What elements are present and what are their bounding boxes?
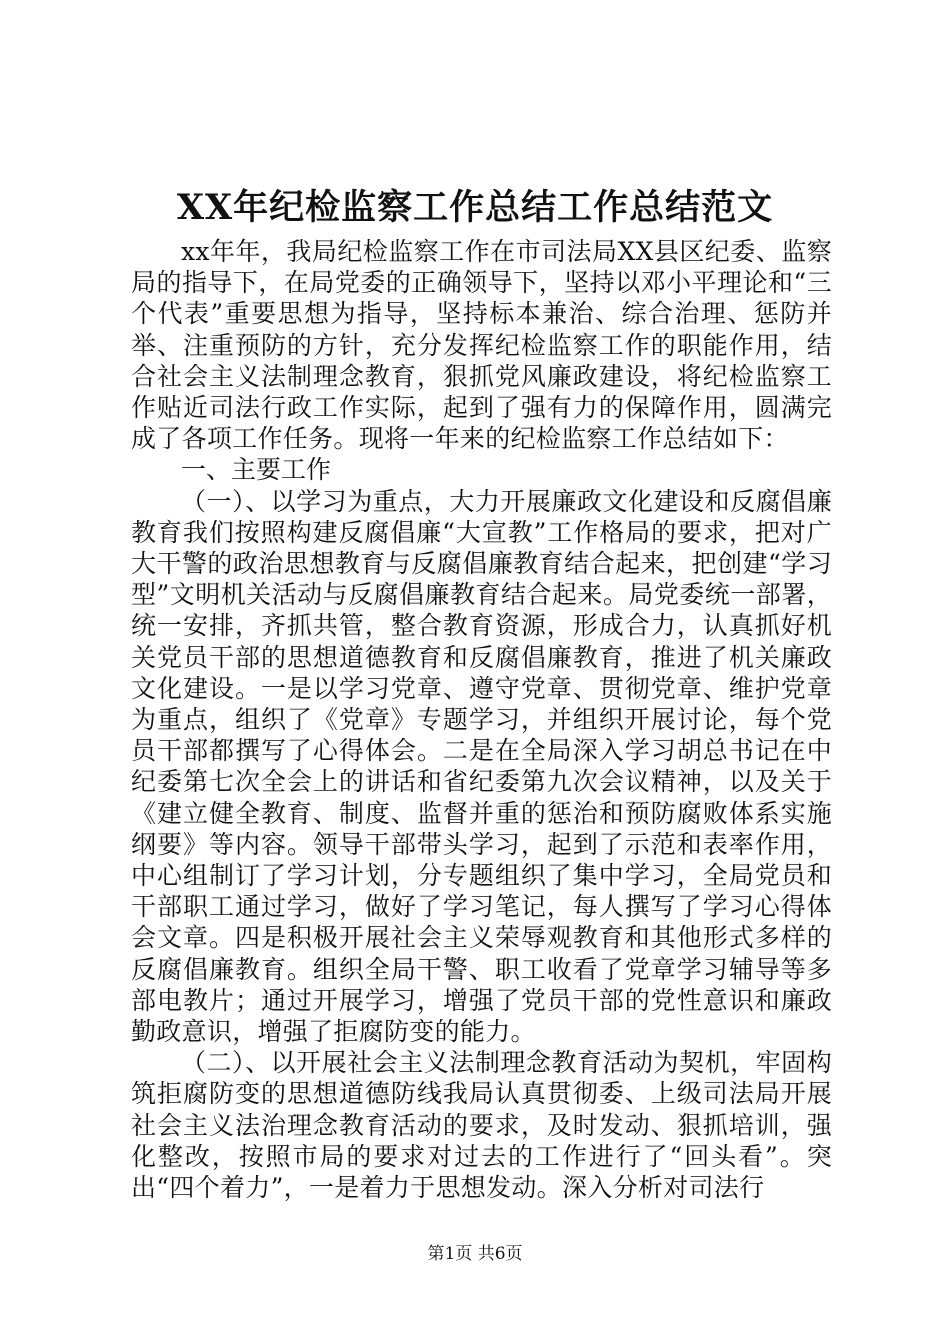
document-body: [131, 236, 832, 1203]
intro-paragraph: xx年年，我局纪检监察工作在市司法局XX县区纪委、监察局的指导下，在局党委的正确领导下，坚持以邓小平理论和“三个代表”重要思想为指导，坚持标本兼治、综合治理、惩防并举、注重预防的方针，充分发挥纪检监察工作的职能作用，结合社会主义法制理念教育，狠抓党风廉政建设，将纪检监察工作贴近司法行政工作实际，起到了强有力的保障作用，圆满完成了各项工作任务。现将一年来的纪检监察工作总结如下：: [131, 237, 832, 454]
document-title: XX年纪检监察工作总结工作总结范文: [176, 187, 774, 228]
section-heading: 一、主要工作: [181, 455, 332, 485]
body-paragraph-1: （一）、以学习为重点，大力开展廉政文化建设和反腐倡廉教育我们按照构建反腐倡廉“大宣教”工作格局的要求，把对广大干警的政治思想教育与反腐倡廉教育结合起来，把创建“学习型”文明机关活动与反腐倡廉教育结合起来。局党委统一部署，统一安排，齐抓共管，整合教育资源，形成合力，认真抓好机关党员干部的思想道德教育和反腐倡廉教育，推进了机关廉政文化建设。一是以学习党章、遵守党章、贯彻党章、维护党章为重点，组织了《党章》专题学习，并组织开展讨论，每个党员干部都撰写了心得体会。二是在全局深入学习胡总书记在中纪委第七次全会上的讲话和省纪委第九次会议精神，以及关于《建立健全教育、制度、监督并重的惩治和预防腐败体系实施纲要》等内容。领导干部带头学习，起到了示范和表率作用，中心组制订了学习计划，分专题组织了集中学习，全局党员和干部职工通过学习，做好了学习笔记，每人撰写了学习心得体会文章。四是积极开展社会主义荣辱观教育和其他形式多样的反腐倡廉教育。组织全局干警、职工收看了党章学习辅导等多部电教片；通过开展学习，增强了党员干部的党性意识和廉政勤政意识，增强了拒腐防变的能力。: [131, 486, 832, 1047]
body-paragraph-2: （二）、以开展社会主义法制理念教育活动为契机，牢固构筑拒腐防变的思想道德防线我局认真贯彻委、上级司法局开展社会主义法治理念教育活动的要求，及时发动、狠抓培训，强化整改，按照市局的要求对过去的工作进行了“回头看”。突出“四个着力”，一是着力于思想发动。深入分析对司法行: [131, 1048, 832, 1203]
page-number-footer: 第1页 共6页: [427, 1244, 523, 1264]
